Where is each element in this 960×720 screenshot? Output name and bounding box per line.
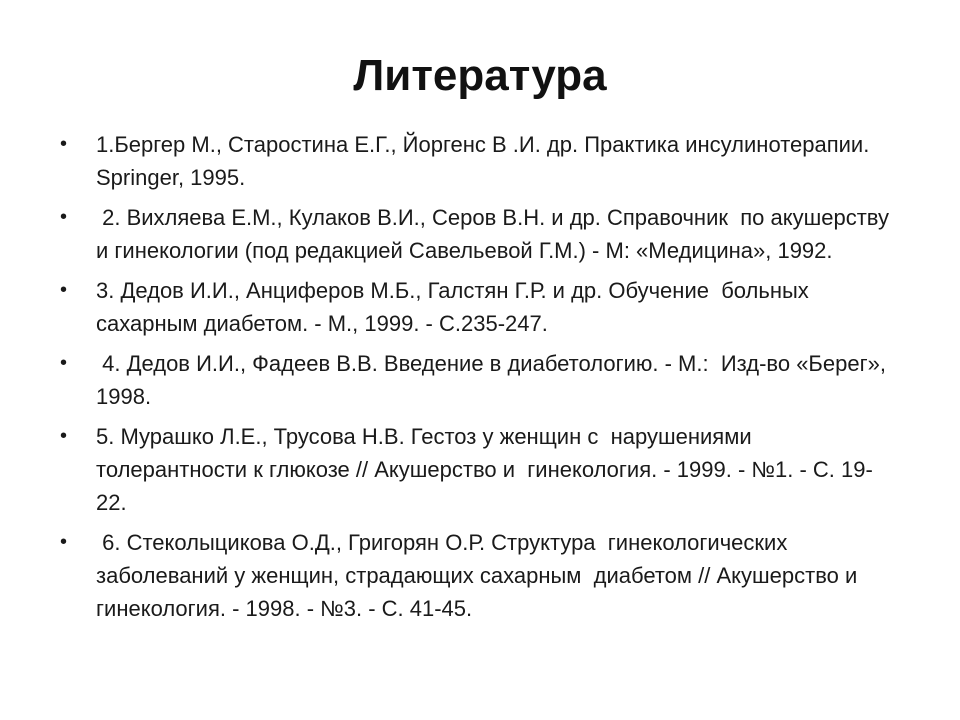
reference-item-4 <box>60 347 900 413</box>
reference-text: 2. Вихляева Е.М., Кулаков В.И., Серов В.Н. и др. Справочник по акушерству и гинекологии (под редакцией Савельевой Г.М.) - М: «Медицина», 1992. <box>96 205 896 263</box>
reference-text: 1.Бергер М., Старостина Е.Г., Йоргенс В .И. др. Практика инсулинотерапии. Springer, 1995. <box>96 132 876 190</box>
reference-item-1 <box>60 128 900 194</box>
slide-title: Литература <box>353 51 607 100</box>
bullet-icon: • <box>60 352 68 374</box>
reference-text: 4. Дедов И.И., Фадеев В.В. Введение в диабетологию. - М.: Изд-во «Берег», 1998. <box>96 351 893 409</box>
reference-item-5 <box>60 420 900 519</box>
bullet-icon: • <box>60 133 68 155</box>
reference-text: 3. Дедов И.И., Анциферов М.Б., Галстян Г.Р. и др. Обучение больных сахарным диабетом. - М., 1999. - С.235-247. <box>96 278 815 336</box>
reference-item-2 <box>60 201 900 267</box>
reference-text: 5. Мурашко Л.Е., Трусова Н.В. Гестоз у женщин с нарушениями толерантности к глюкозе // Акушерство и гинекология. - 1999. - №1. - С. 19-22. <box>96 424 873 515</box>
bullet-icon: • <box>60 279 68 301</box>
bullet-icon: • <box>60 531 68 553</box>
bullet-icon: • <box>60 425 68 447</box>
reference-text: 6. Стеколыцикова О.Д., Григорян О.Р. Структура гинекологических заболеваний у женщин, страдающих сахарным диабетом // Акушерство и гинекология. - 1998. - №3. - С. 41-45. <box>96 530 864 621</box>
reference-item-3 <box>60 274 900 340</box>
bullet-icon: • <box>60 206 68 228</box>
reference-item-6 <box>60 526 900 625</box>
reference-list <box>60 128 900 632</box>
